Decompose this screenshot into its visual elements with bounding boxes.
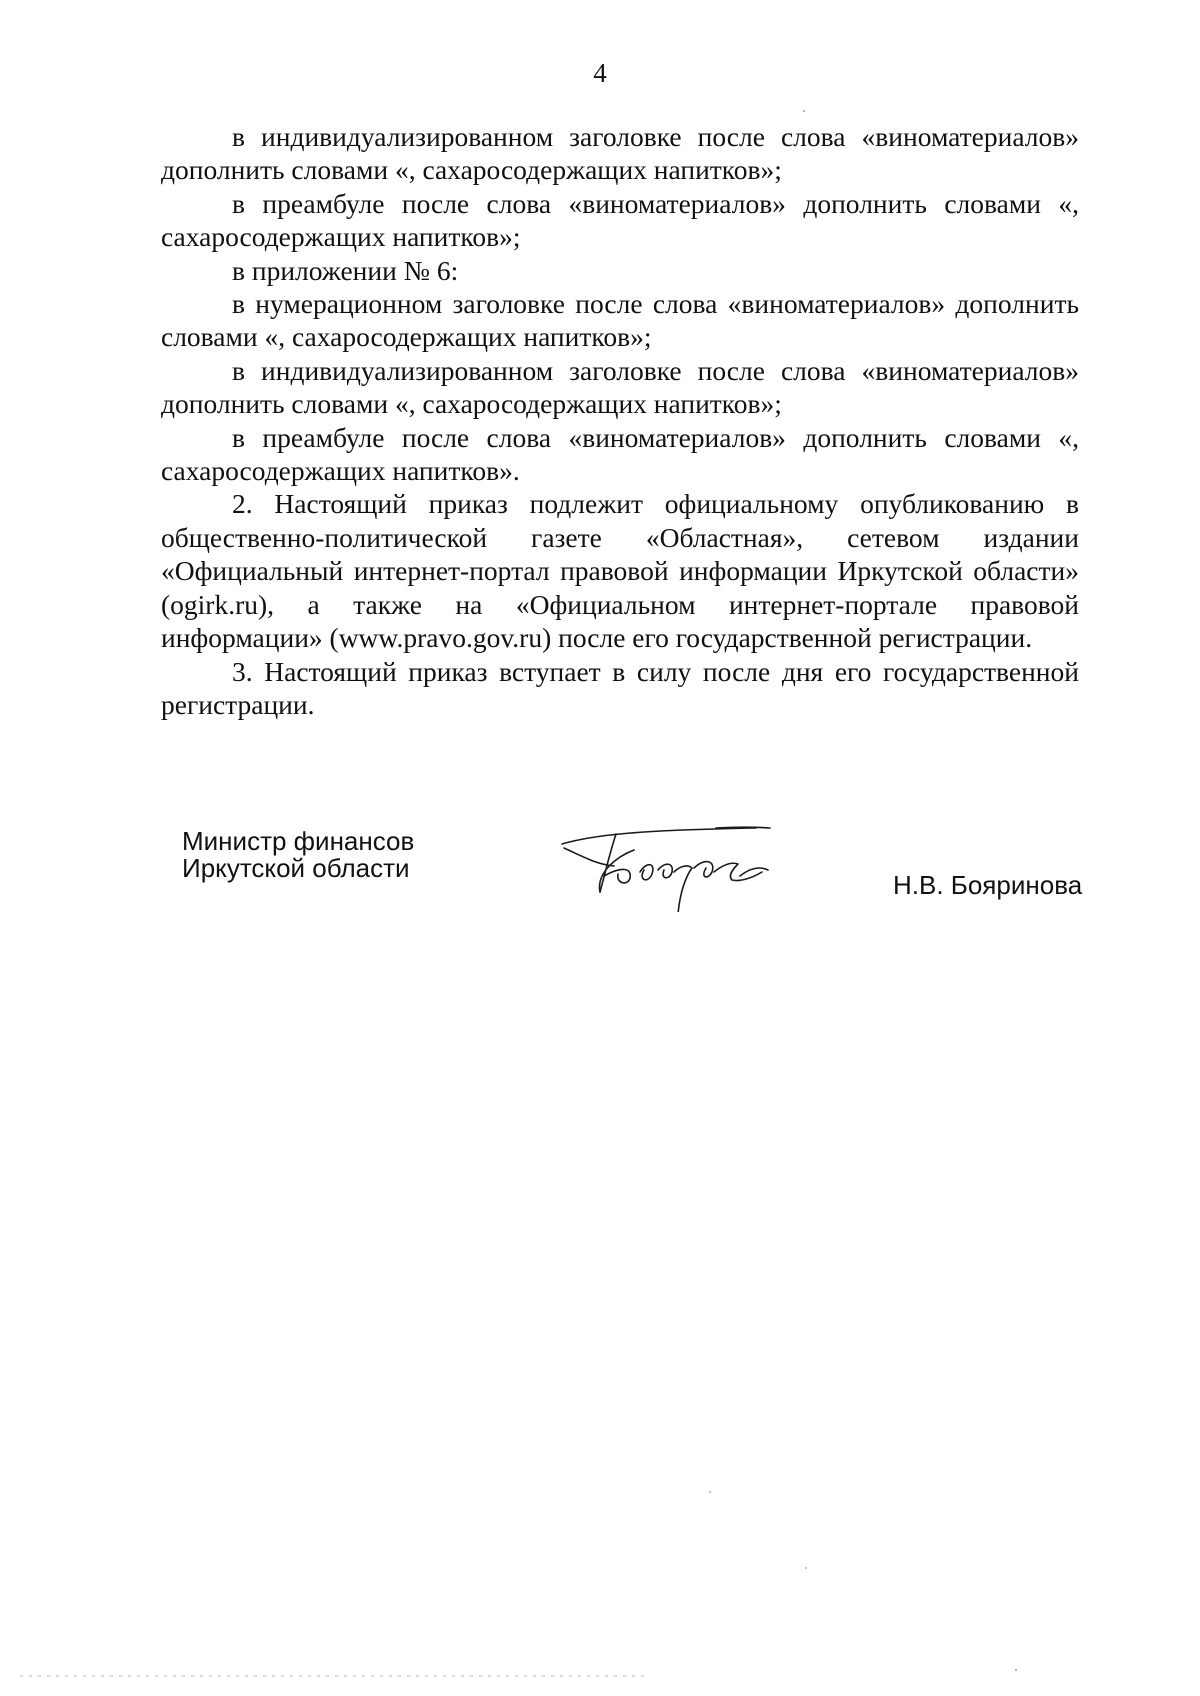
paragraph: в приложении № 6: (232, 254, 459, 286)
signer-position-line-1: Министр финансов (182, 826, 415, 856)
signer-position-line-2: Иркутской области (182, 853, 410, 883)
paragraph-entry-into-force: 3. Настоящий приказ вступает в силу после дня его государственной регистрации. (161, 655, 1079, 720)
page-number: 4 (593, 58, 607, 88)
document-body (161, 120, 1079, 721)
paragraph: в преамбуле после слова «виноматериалов» дополнить словами «, сахаросодержащих напитков». (161, 421, 1079, 487)
paragraph: в индивидуализированном заголовке после слова «виноматериалов» дополнить словами «, сахаросодержащих напитков»; (161, 121, 1079, 186)
handwritten-signature (556, 822, 796, 912)
paragraph-publication: 2. Настоящий приказ подлежит официальному опубликованию в общественно-политической газете «Областная», сетевом издании «Официальный интернет-портал правовой информации Иркутской области» (ogirk.ru), а также на «Официальном интернет-портале правовой информации» (www.pravo.gov.ru) после его государственной регистрации. (161, 488, 1079, 654)
paragraph: в индивидуализированном заголовке после слова «виноматериалов» дополнить словами «, сахаросодержащих напитков»; (161, 354, 1079, 420)
paragraph: в нумерационном заголовке после слова «виноматериалов» дополнить словами «, сахаросодержащих напитков»; (161, 288, 1079, 353)
paragraph: в преамбуле после слова «виноматериалов» дополнить словами «, сахаросодержащих напитков»; (161, 187, 1079, 253)
signer-name: Н.В. Бояринова (893, 870, 1083, 900)
signer-position (182, 828, 414, 882)
